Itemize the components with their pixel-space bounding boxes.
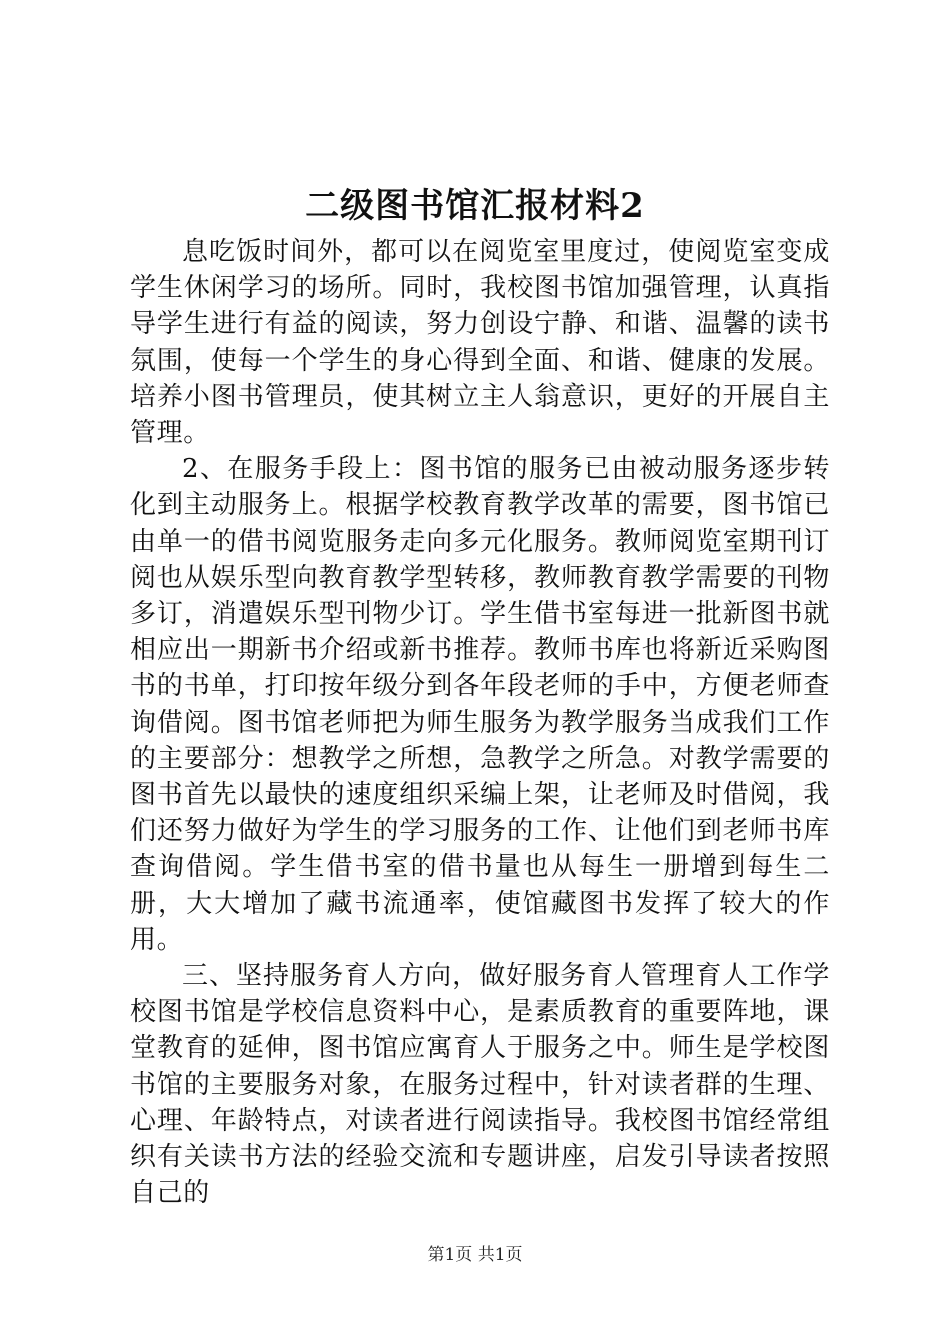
paragraph: 2、在服务手段上：图书馆的服务已由被动服务逐步转化到主动服务上。根据学校教育教学改革的需要，图书馆已由单一的借书阅览服务走向多元化服务。教师阅览室期刊订阅也从娱乐型向教育教学型转移，教师教育教学需要的刊物多订，消遣娱乐型刊物少订。学生借书室每进一批新图书就相应出一期新书介绍或新书推荐。教师书库也将新近采购图书的书单，打印按年级分到各年段老师的手中，方便老师查询借阅。图书馆老师把为师生服务为教学服务当成我们工作的主要部分：想教学之所想，急教学之所急。对教学需要的图书首先以最快的速度组织采编上架，让老师及时借阅，我们还努力做好为学生的学习服务的工作、让他们到老师书库查询借阅。学生借书室的借书量也从每生一册增到每生二册，大大增加了藏书流通率，使馆藏图书发挥了较大的作用。 <box>130 454 830 955</box>
document-body <box>130 234 830 1211</box>
document-title: 二级图书馆汇报材料2 <box>305 186 645 226</box>
paragraph: 三、坚持服务育人方向，做好服务育人管理育人工作学校图书馆是学校信息资料中心，是素质教育的重要阵地，课堂教育的延伸，图书馆应寓育人于服务之中。师生是学校图书馆的主要服务对象，在服务过程中，针对读者群的生理、心理、年龄特点，对读者进行阅读指导。我校图书馆经常组织有关读书方法的经验交流和专题讲座，启发引导读者按照自己的 <box>130 961 830 1209</box>
page-footer: 第1页 共1页 <box>427 1245 523 1265</box>
paragraph: 息吃饭时间外，都可以在阅览室里度过，使阅览室变成学生休闲学习的场所。同时，我校图书馆加强管理，认真指导学生进行有益的阅读，努力创设宁静、和谐、温馨的读书氛围，使每一个学生的身心得到全面、和谐、健康的发展。培养小图书管理员，使其树立主人翁意识，更好的开展自主管理。 <box>130 237 830 449</box>
